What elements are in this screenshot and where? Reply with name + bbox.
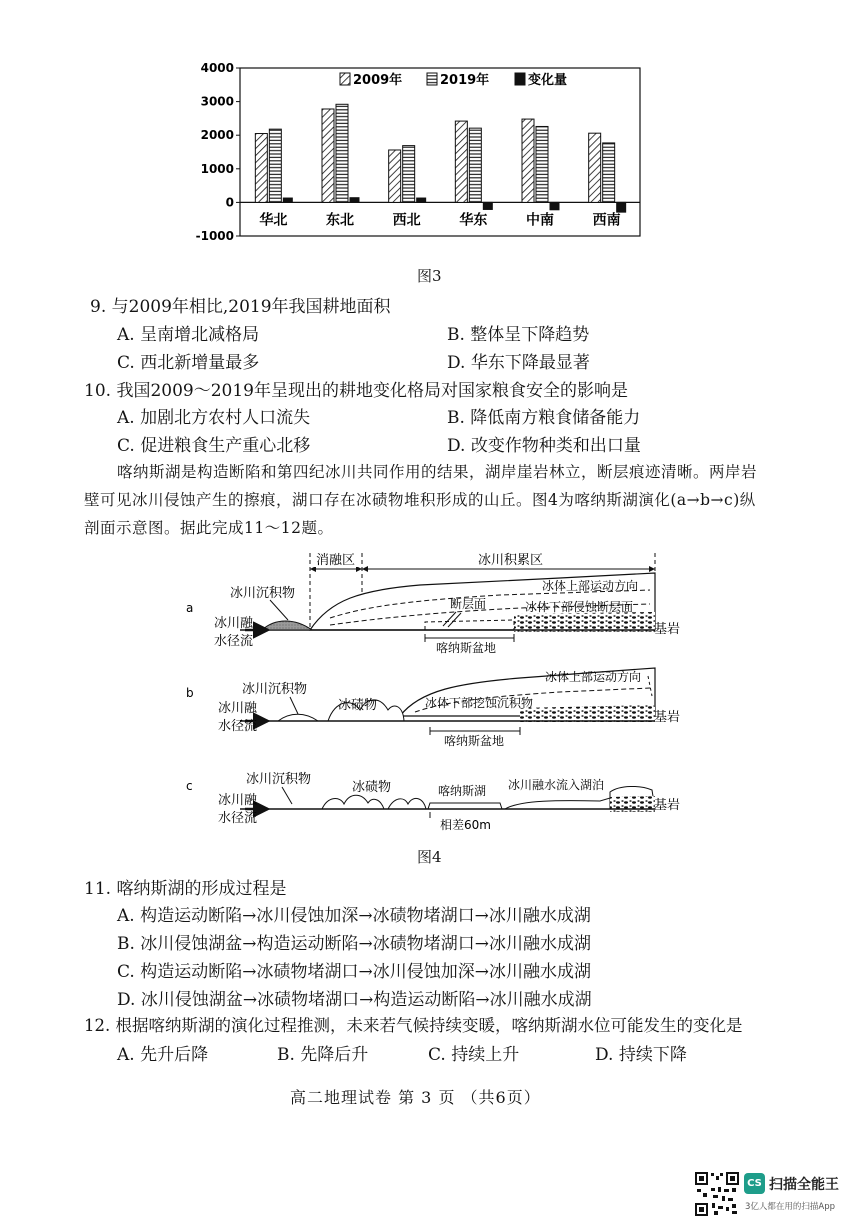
q10-option-b: B. 降低南方粮食储备能力: [447, 408, 641, 428]
q11-option-a: A. 构造运动断陷→冰川侵蚀加深→冰碛物堵湖口→冰川融水成湖: [117, 906, 591, 926]
bar-2019: [269, 129, 281, 202]
q9-option-b: B. 整体呈下降趋势: [447, 325, 590, 345]
bar-2019: [536, 126, 548, 202]
bar-change: [350, 198, 359, 203]
panel-a-tag: a: [186, 601, 194, 615]
bar-2019: [603, 143, 615, 202]
category-label: 华东: [459, 212, 488, 229]
category-label: 西南: [592, 212, 621, 229]
a-sediment-label: 冰川沉积物: [230, 586, 296, 601]
c-bedrock-label: 基岩: [654, 798, 681, 813]
figure-4-caption: 图4: [417, 848, 442, 866]
c-sediment-label: 冰川沉积物: [246, 772, 312, 787]
q11-option-d: D. 冰川侵蚀湖盆→冰碛物堵湖口→构造运动断陷→冰川融水成湖: [117, 990, 592, 1010]
bar-2019: [469, 128, 481, 202]
c-runoff-label-2: 水径流: [218, 811, 258, 826]
qr-code-graphic: [694, 1171, 740, 1217]
category-label: 中南: [526, 212, 554, 229]
category-label: 华北: [259, 212, 288, 229]
zone-accumulation-label: 冰川积累区: [478, 553, 544, 568]
bar-2009: [389, 150, 401, 202]
a-runoff-label-2: 水径流: [214, 634, 254, 649]
scanner-badge: [744, 1173, 839, 1194]
question-11-stem: 11. 喀纳斯湖的形成过程是: [84, 879, 287, 899]
plot-frame: [240, 68, 640, 236]
panel-b: [186, 668, 680, 748]
legend-label: 2019年: [440, 73, 490, 88]
scanner-tagline: 3亿人都在用的扫描App: [745, 1202, 836, 1212]
b-moraine-label: 冰碛物: [338, 698, 378, 713]
qr-code: [694, 1171, 740, 1217]
q10-option-d: D. 改变作物种类和出口量: [447, 436, 641, 456]
b-runoff-label-1: 冰川融: [218, 701, 258, 716]
figure-3-caption: 图3: [417, 267, 442, 285]
y-tick-label: 1000: [200, 161, 234, 176]
legend-swatch: [427, 73, 437, 85]
question-10-stem: 10. 我国2009～2019年呈现出的耕地变化格局对国家粮食安全的影响是: [84, 381, 628, 401]
legend-label: 变化量: [528, 73, 568, 88]
glacier-profile-diagram: [180, 545, 690, 845]
panel-c: [186, 771, 680, 832]
panel-a: [186, 551, 680, 655]
passage-line-2: 壁可见冰川侵蚀产生的擦痕，湖口存在冰碛物堆积形成的山丘。图4为喀纳斯湖演化(a→b→c)纵: [84, 491, 756, 509]
b-bedrock-label: 基岩: [654, 710, 681, 725]
zone-ablation-label: 消融区: [316, 553, 356, 568]
bar-2009: [522, 119, 534, 202]
bar-2009: [589, 133, 601, 202]
figure-4: [180, 545, 690, 845]
b-basin-label: 喀纳斯盆地: [444, 734, 505, 748]
bar-change: [417, 198, 426, 202]
page-footer: 高二地理试卷 第 3 页 （共6页）: [290, 1088, 541, 1107]
a-basin-label: 喀纳斯盆地: [436, 641, 497, 655]
y-tick-label: 2000: [200, 128, 234, 143]
y-tick-label: 3000: [200, 94, 234, 109]
panel-c-tag: c: [186, 779, 193, 793]
legend-swatch: [515, 73, 525, 85]
scanner-logo: CS: [744, 1173, 765, 1194]
q10-option-a: A. 加剧北方农村人口流失: [117, 408, 311, 428]
a-runoff-label-1: 冰川融: [214, 616, 254, 631]
c-inflow-label: 冰川融水流入湖泊: [508, 778, 605, 792]
figure-3: [190, 58, 650, 248]
c-runoff-label-1: 冰川融: [218, 793, 258, 808]
question-9-stem: 9. 与2009年相比,2019年我国耕地面积: [90, 297, 391, 317]
c-moraine-label: 冰碛物: [352, 780, 392, 795]
category-label: 西北: [392, 212, 421, 229]
bar-change: [550, 202, 559, 209]
b-upper-flow-label: 冰体上部运动方向: [545, 670, 642, 684]
panel-b-tag: b: [186, 686, 194, 700]
category-label: 东北: [326, 212, 354, 229]
y-tick-label: -1000: [195, 229, 234, 243]
q9-option-c: C. 西北新增量最多: [117, 353, 260, 373]
q12-option-c: C. 持续上升: [428, 1045, 520, 1065]
a-lower-erosion-label: 冰体下部侵蚀断层面: [525, 600, 634, 614]
c-lake-label: 喀纳斯湖: [438, 784, 487, 798]
c-diff-label: 相差60m: [440, 818, 491, 832]
q9-option-a: A. 呈南增北减格局: [117, 325, 260, 345]
scanner-name: 扫描全能王: [769, 1176, 839, 1193]
bar-2019: [336, 104, 348, 202]
bar-2019: [403, 146, 415, 203]
bar-2009: [455, 121, 467, 202]
b-sediment-label: 冰川沉积物: [242, 682, 308, 697]
y-tick-label: 0: [225, 195, 234, 210]
passage-line-1: 喀纳斯湖是构造断陷和第四纪冰川共同作用的结果，湖岸崖岩林立，断层痕迹清晰。两岸岩: [117, 463, 758, 481]
a-bedrock-label: 基岩: [654, 622, 681, 637]
q9-option-d: D. 华东下降最显著: [447, 353, 590, 373]
q11-option-c: C. 构造运动断陷→冰碛物堵湖口→冰川侵蚀加深→冰川融水成湖: [117, 962, 591, 982]
b-lower-erosion-label: 冰体下部挖蚀沉积物: [425, 696, 534, 710]
bar-2009: [255, 134, 267, 203]
q10-option-c: C. 促进粮食生产重心北移: [117, 436, 311, 456]
q11-option-b: B. 冰川侵蚀湖盆→构造运动断陷→冰碛物堵湖口→冰川融水成湖: [117, 934, 592, 954]
bar-change: [483, 202, 492, 209]
q12-option-b: B. 先降后升: [277, 1045, 369, 1065]
question-12-stem: 12. 根据喀纳斯湖的演化过程推测，未来若气候持续变暖，喀纳斯湖水位可能发生的变化是: [84, 1016, 743, 1035]
bar-change: [283, 198, 292, 202]
bar-change: [617, 202, 626, 212]
a-fault-label: 断层面: [450, 597, 487, 611]
passage-line-3: 剖面示意图。据此完成11～12题。: [84, 519, 334, 537]
bar-chart: [190, 58, 650, 248]
y-tick-label: 4000: [200, 61, 234, 75]
legend-swatch: [340, 73, 350, 85]
bar-2009: [322, 109, 334, 202]
q12-option-d: D. 持续下降: [595, 1045, 687, 1065]
legend-label: 2009年: [353, 73, 403, 88]
a-upper-flow-label: 冰体上部运动方向: [542, 579, 639, 593]
b-runoff-label-2: 水径流: [218, 719, 258, 734]
q12-option-a: A. 先升后降: [117, 1045, 209, 1065]
